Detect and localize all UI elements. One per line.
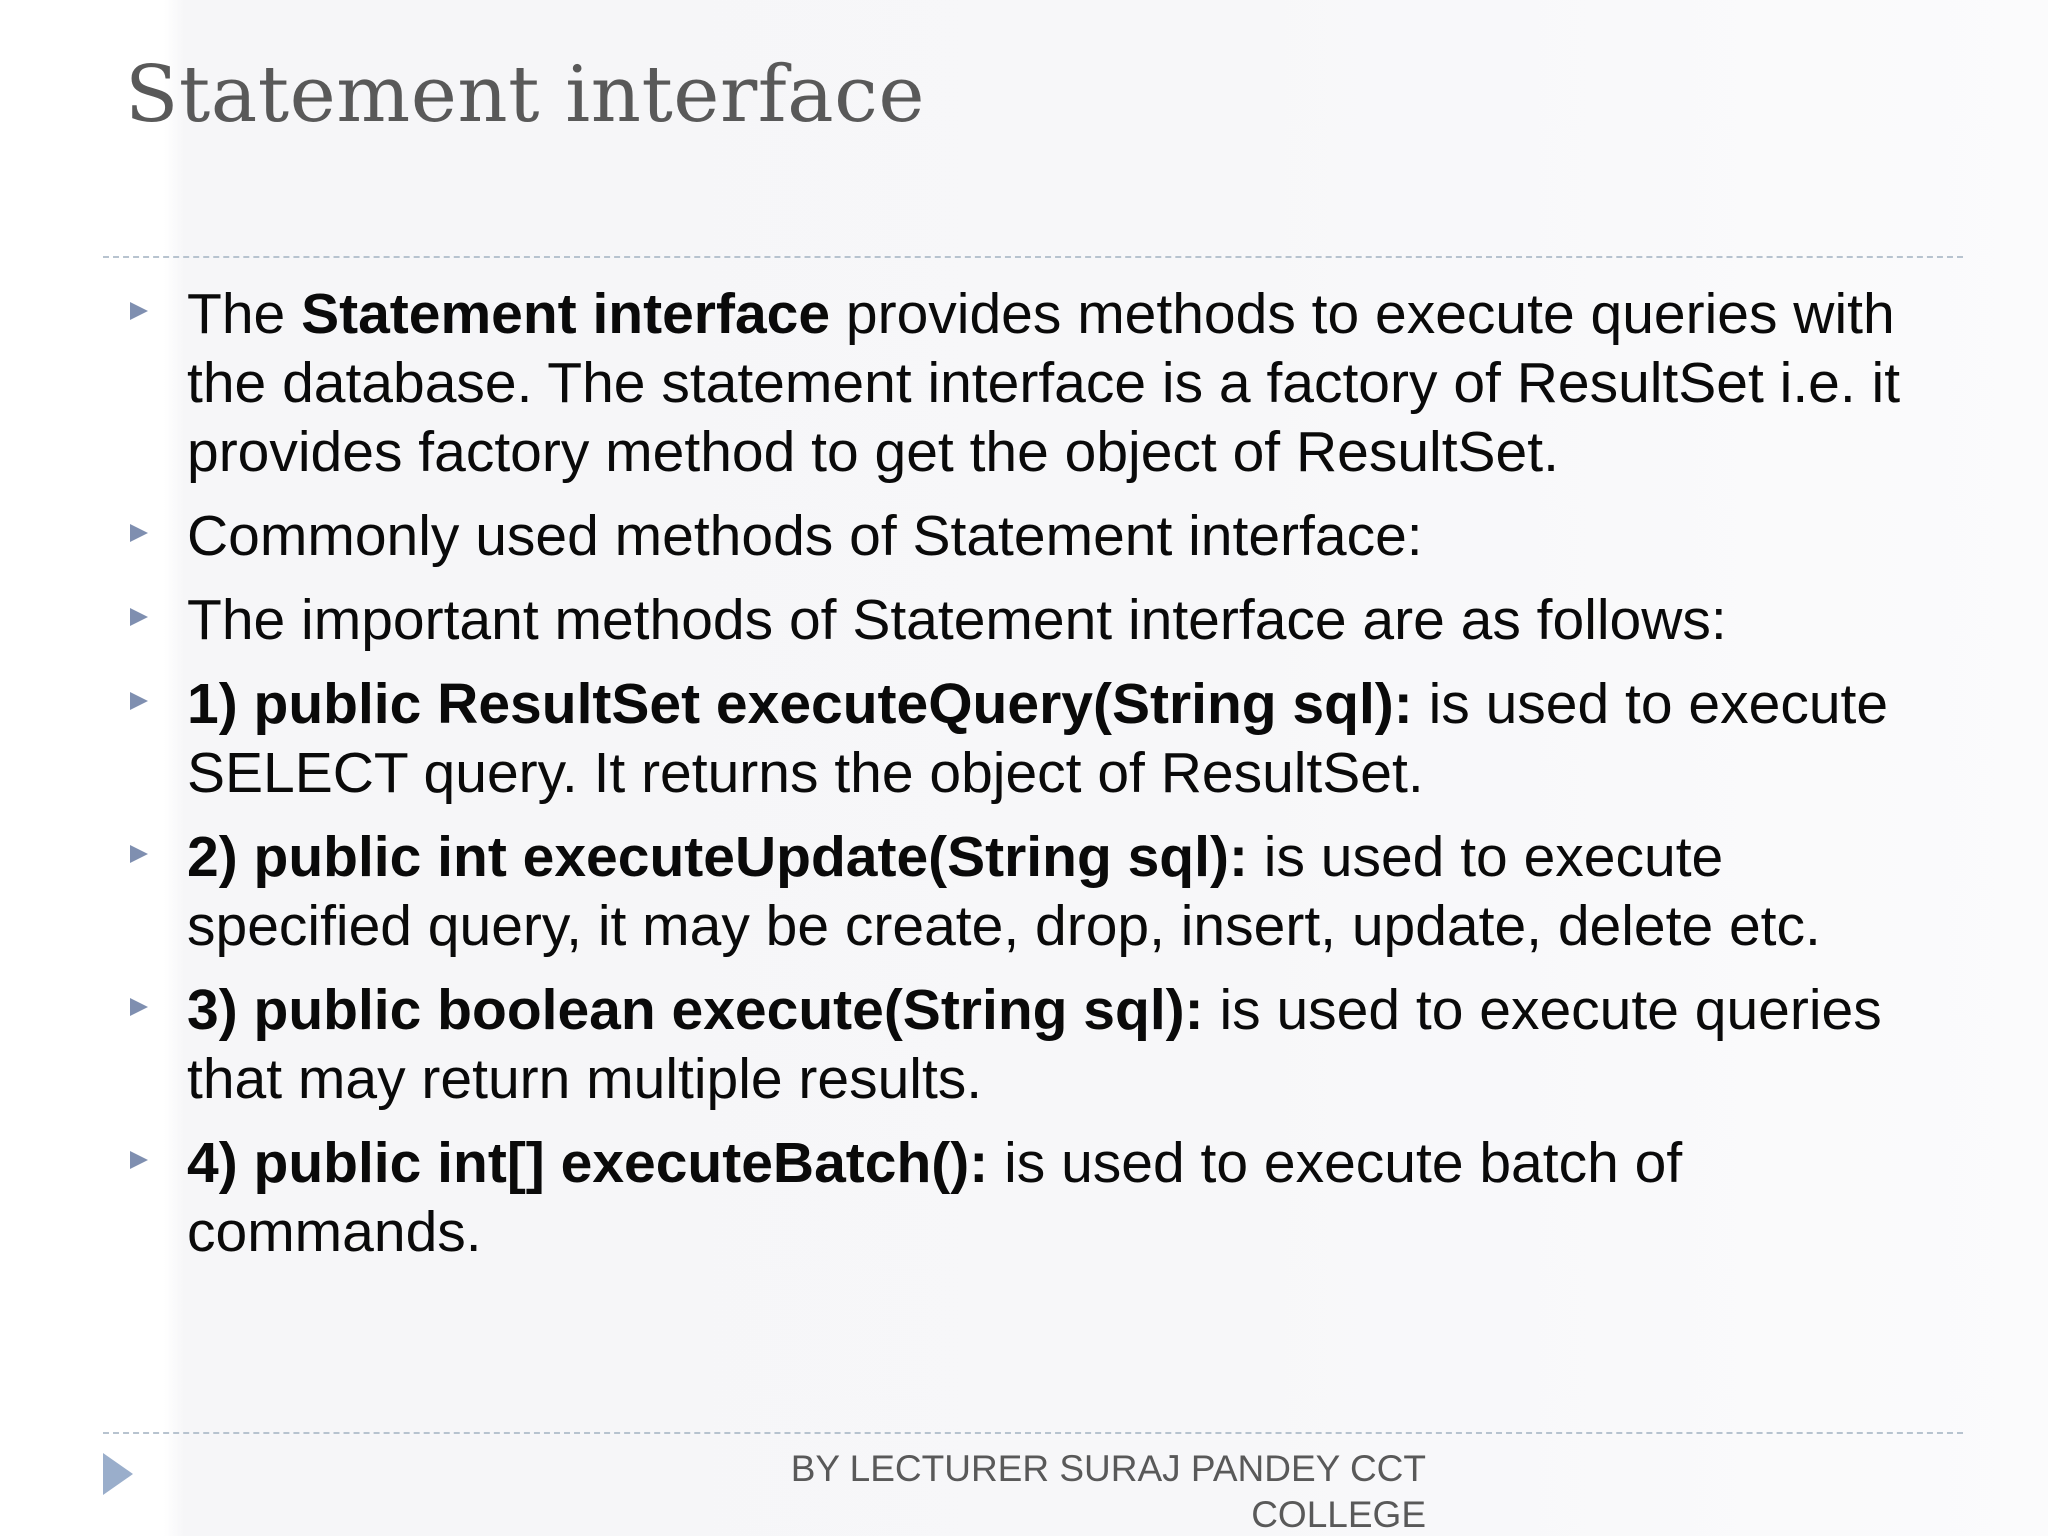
bullet-triangle-icon	[130, 302, 148, 320]
bullet-text: provides methods to execute queries with the database. The statement interface is a factory of ResultSet i.e. it provides factory method to get the object of ResultSet.	[187, 282, 1901, 484]
method-description: is used to execute specified query, it may be create, drop, insert, update, delete etc.	[187, 825, 1821, 958]
bullet-triangle-icon	[130, 1151, 148, 1169]
bullet-triangle-icon	[130, 845, 148, 863]
bullet-item	[125, 586, 1935, 655]
bullet-item	[125, 280, 1935, 487]
method-signature: 1) public ResultSet executeQuery(String sql):	[187, 672, 1413, 736]
method-description: is used to execute queries that may return multiple results.	[187, 978, 1882, 1111]
footer-divider	[103, 1432, 1963, 1434]
bullet-triangle-icon	[130, 998, 148, 1016]
bullet-text: Commonly used methods of Statement interface:	[187, 504, 1423, 568]
bullet-item	[125, 976, 1935, 1114]
bullet-triangle-icon	[130, 608, 148, 626]
method-description: is used to execute SELECT query. It returns the object of ResultSet.	[187, 672, 1889, 805]
bullet-triangle-icon	[130, 524, 148, 542]
bullet-item	[125, 670, 1935, 808]
bullet-bold-term: Statement interface	[301, 282, 831, 346]
footer-arrow-icon	[103, 1453, 133, 1495]
bullet-item	[125, 1129, 1935, 1267]
title-divider	[103, 256, 1963, 258]
footer-credit: BY LECTURER SURAJ PANDEY CCT COLLEGE	[790, 1448, 1426, 1535]
method-signature: 4) public int[] executeBatch():	[187, 1131, 989, 1195]
method-signature: 3) public boolean execute(String sql):	[187, 978, 1204, 1042]
bullet-item	[125, 823, 1935, 961]
bullet-text: The important methods of Statement interface are as follows:	[187, 588, 1727, 652]
bullet-list	[125, 280, 1935, 1282]
bullet-item	[125, 502, 1935, 571]
bullet-triangle-icon	[130, 692, 148, 710]
method-description: is used to execute batch of commands.	[187, 1131, 1683, 1264]
method-signature: 2) public int executeUpdate(String sql):	[187, 825, 1248, 889]
slide-title: Statement interface	[125, 50, 925, 140]
bullet-prefix: The	[187, 282, 302, 346]
